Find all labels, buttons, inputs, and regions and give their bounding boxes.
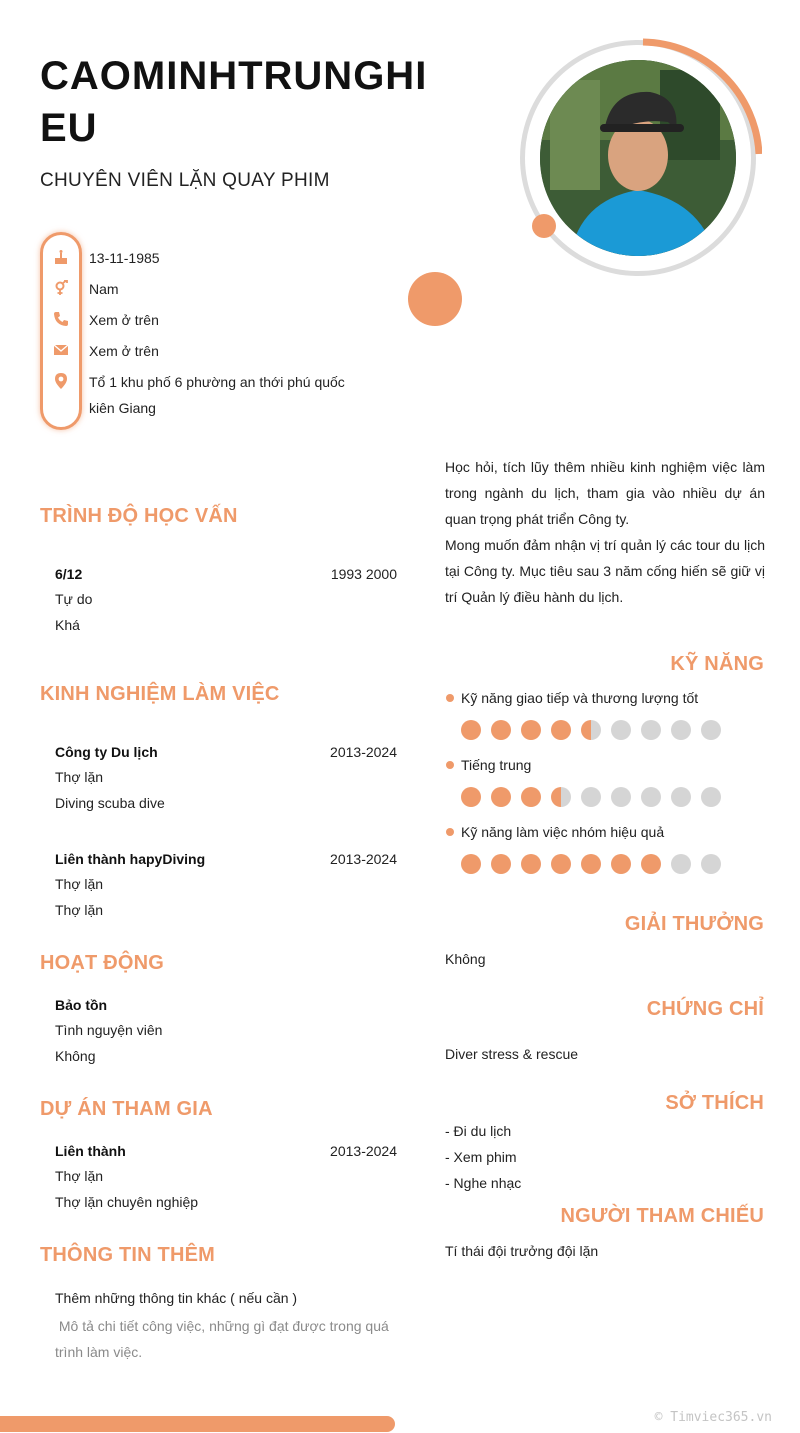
footer-watermark: © Timviec365.vn — [654, 1410, 772, 1425]
references-text: Tí thái đội trưởng đội lặn — [445, 1243, 599, 1259]
awards-text: Không — [445, 951, 486, 967]
candidate-name: CAOMINHTRUNGHIEU — [40, 54, 428, 150]
contact-birthday: 13-11-1985 — [89, 250, 160, 266]
skill-rating-dot — [641, 854, 661, 874]
contact-address: Tổ 1 khu phố 6 phường an thới phú quốc — [89, 374, 345, 390]
additional-info-description: Mô tả chi tiết công việc, những gì đạt được trong quá trình làm việc. — [55, 1318, 393, 1360]
skill-rating-dot — [671, 787, 691, 807]
hobby-item: - Xem phim — [445, 1149, 517, 1165]
skill-3-name: Kỹ năng làm việc nhóm hiệu quả — [461, 824, 665, 840]
avatar — [540, 60, 736, 256]
project-date: 2013-2024 — [330, 1143, 397, 1159]
certificates-text: Diver stress & rescue — [445, 1046, 579, 1062]
experience-1-position: Thợ lặn — [55, 769, 104, 785]
skill-rating-dot — [461, 854, 481, 874]
section-references-heading: NGƯỜI THAM CHIẾU — [560, 1205, 764, 1227]
activity-role: Tình nguyện viên — [55, 1022, 163, 1038]
skill-3 — [446, 824, 664, 840]
skill-bullet — [446, 828, 454, 836]
experience-2-title: Liên thành hapyDiving — [55, 851, 206, 867]
skill-rating-dot — [491, 854, 511, 874]
skill-rating-dot — [701, 720, 721, 740]
skill-bullet — [446, 761, 454, 769]
education-line2: Khá — [55, 617, 80, 633]
skill-rating-dot — [461, 720, 481, 740]
phone-icon — [52, 310, 70, 328]
project-role: Thợ lặn — [55, 1168, 104, 1184]
skill-rating-dot — [551, 787, 571, 807]
skill-rating-dot — [581, 854, 601, 874]
skill-rating-dot — [491, 787, 511, 807]
skill-rating-dot — [701, 854, 721, 874]
skill-rating-dot — [701, 787, 721, 807]
skill-2-rating — [461, 787, 721, 807]
career-objective: Học hỏi, tích lũy thêm nhiều kinh nghiệm việc làm trong ngành du lịch, tham gia vào nhiều dự án quan trọng phát triển Công ty. Mong muốn đảm nhận vị trí quản lý các tour du lịch tại Công ty. Mục tiêu sau 3 năm cống hiến sẽ giữ vị trí Quản lý điều hành du lịch. — [445, 459, 765, 605]
skill-3-rating — [461, 854, 721, 874]
skill-rating-dot — [611, 720, 631, 740]
skill-rating-dot — [581, 787, 601, 807]
job-title: CHUYÊN VIÊN LẶN QUAY PHIM — [40, 170, 330, 191]
birthday-cake-icon — [52, 248, 70, 266]
skill-rating-dot — [641, 787, 661, 807]
skill-rating-dot — [611, 787, 631, 807]
section-additional-heading: THÔNG TIN THÊM — [40, 1244, 216, 1266]
experience-1-description: Diving scuba dive — [55, 795, 165, 811]
skill-rating-dot — [671, 854, 691, 874]
skill-rating-dot — [551, 854, 571, 874]
skill-rating-dot — [671, 720, 691, 740]
skill-rating-dot — [521, 787, 541, 807]
contact-gender: Nam — [89, 281, 119, 297]
skill-rating-dot — [641, 720, 661, 740]
skill-rating-dot — [581, 720, 601, 740]
project-title: Liên thành — [55, 1143, 126, 1159]
activity-title: Bảo tồn — [55, 997, 108, 1013]
skill-1 — [446, 690, 698, 706]
skill-bullet — [446, 694, 454, 702]
skill-1-rating — [461, 720, 721, 740]
section-skills-heading: KỸ NĂNG — [670, 653, 764, 675]
experience-2-position: Thợ lặn — [55, 876, 104, 892]
section-awards-heading: GIẢI THƯỞNG — [624, 913, 764, 935]
experience-1-date: 2013-2024 — [330, 744, 397, 760]
section-certificates-heading: CHỨNG CHỈ — [646, 998, 764, 1020]
project-description: Thợ lặn chuyên nghiệp — [55, 1194, 199, 1210]
mail-icon — [52, 341, 70, 359]
additional-info-title: Thêm những thông tin khác ( nếu cần ) — [55, 1290, 298, 1306]
section-experience-heading: KINH NGHIỆM LÀM VIỆC — [40, 683, 280, 705]
avatar-dot-decoration — [532, 214, 556, 238]
skill-2 — [446, 757, 531, 773]
education-date: 1993 2000 — [330, 566, 397, 582]
skill-rating-dot — [551, 720, 571, 740]
education-title: 6/12 — [55, 566, 83, 582]
decorative-circle — [408, 272, 462, 326]
contact-phone: Xem ở trên — [89, 312, 159, 328]
skill-rating-dot — [611, 854, 631, 874]
location-pin-icon — [52, 372, 70, 390]
section-education-heading: TRÌNH ĐỘ HỌC VẤN — [40, 505, 238, 527]
section-projects-heading: DỰ ÁN THAM GIA — [40, 1098, 213, 1120]
contact-email: Xem ở trên — [89, 343, 159, 359]
hobby-item: - Nghe nhạc — [445, 1175, 522, 1191]
section-hobbies-heading: SỞ THÍCH — [665, 1092, 764, 1114]
experience-1-title: Công ty Du lịch — [55, 744, 158, 760]
gender-icon — [52, 279, 70, 297]
experience-2-date: 2013-2024 — [330, 851, 397, 867]
education-line1: Tự do — [55, 591, 93, 607]
skill-1-name: Kỹ năng giao tiếp và thương lượng tốt — [461, 690, 699, 706]
bottom-accent-bar — [0, 1416, 395, 1432]
activity-description: Không — [55, 1048, 96, 1064]
contact-address-cont: kiên Giang — [89, 400, 156, 416]
hobby-item: - Đi du lịch — [445, 1123, 512, 1139]
skill-rating-dot — [521, 720, 541, 740]
experience-2-description: Thợ lặn — [55, 902, 104, 918]
skill-2-name: Tiếng trung — [461, 757, 532, 773]
skill-rating-dot — [461, 787, 481, 807]
skill-rating-dot — [491, 720, 511, 740]
skill-rating-dot — [521, 854, 541, 874]
section-activities-heading: HOẠT ĐỘNG — [40, 952, 165, 974]
